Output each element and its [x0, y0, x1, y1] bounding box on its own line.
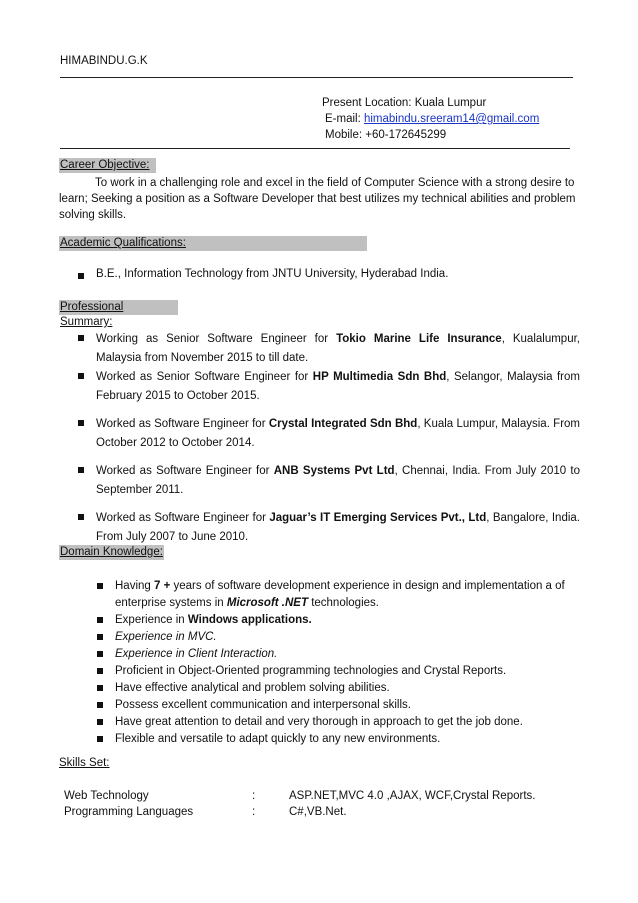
email-label: E-mail: — [325, 113, 364, 125]
bullet-icon — [97, 702, 103, 708]
bullet-icon — [78, 373, 84, 379]
skill-value: C#,VB.Net. — [289, 806, 347, 818]
professional-heading: Professional Summary: — [59, 300, 178, 315]
list-item: Have effective analytical and problem solving abilities. — [97, 680, 581, 697]
skills-row-programming — [64, 806, 584, 822]
domain-heading: Domain Knowledge: — [60, 546, 163, 558]
skills-heading: Skills Set: — [59, 757, 110, 769]
header-rule-bottom — [60, 148, 570, 149]
contact-block — [322, 95, 539, 143]
bullet-icon — [78, 467, 84, 473]
bullet-icon — [97, 668, 103, 674]
candidate-name: HIMABINDU.G.K — [60, 55, 148, 67]
career-objective-text: To work in a challenging role and excel in the field of Computer Science with a strong desire to learn; Seeking a position as a Software Developer that best utilizes my technical abilities and problem solving skills. — [59, 177, 576, 221]
list-item: Experience in Client Interaction. — [97, 646, 581, 663]
skill-colon: : — [252, 806, 256, 818]
bullet-icon — [97, 617, 103, 623]
domain-list — [97, 578, 581, 748]
mobile-text: Mobile: +60-172645299 — [325, 129, 447, 141]
list-item: Working as Senior Software Engineer for Tokio Marine Life Insurance, Kualalumpur, Malaysia from November 2015 to till date. — [78, 330, 580, 368]
skill-key: Web Technology — [64, 790, 149, 802]
academic-list — [78, 268, 580, 280]
bullet-icon — [97, 634, 103, 640]
email-line — [322, 111, 539, 127]
email-link[interactable]: himabindu.sreeram14@gmail.com — [363, 113, 540, 125]
bullet-icon — [78, 273, 84, 279]
skill-key: Programming Languages — [64, 806, 194, 818]
skill-colon: : — [252, 790, 256, 802]
bullet-icon — [97, 583, 103, 589]
list-item: Have great attention to detail and very thorough in approach to get the job done. — [97, 714, 581, 731]
list-item: Proficient in Object-Oriented programming technologies and Crystal Reports. — [97, 663, 581, 680]
bullet-icon — [78, 420, 84, 426]
academic-heading: Academic Qualifications: — [59, 236, 367, 251]
bullet-icon — [78, 514, 84, 520]
skills-row-web — [64, 790, 584, 806]
career-objective-heading: Career Objective: — [59, 158, 156, 173]
list-item: Worked as Senior Software Engineer for HP Multimedia Sdn Bhd, Selangor, Malaysia from February 2015 to October 2015. — [78, 368, 580, 406]
bullet-icon — [78, 335, 84, 341]
list-item: B.E., Information Technology from JNTU University, Hyderabad India. — [78, 268, 580, 280]
list-item: Worked as Software Engineer for ANB Systems Pvt Ltd, Chennai, India. From July 2010 to September 2011. — [78, 462, 580, 500]
bullet-icon — [97, 685, 103, 691]
list-item: Having 7 + years of software development experience in design and implementation a of enterprise systems in Microsoft .NET technologies. — [97, 578, 581, 611]
list-item: Possess excellent communication and interpersonal skills. — [97, 697, 581, 714]
bullet-icon — [97, 719, 103, 725]
skill-value: ASP.NET,MVC 4.0 ,AJAX, WCF,Crystal Reports. — [289, 790, 536, 802]
location-text: Present Location: Kuala Lumpur — [322, 97, 487, 109]
bullet-icon — [97, 736, 103, 742]
list-item: Experience in MVC. — [97, 629, 581, 646]
list-item: Flexible and versatile to adapt quickly to any new environments. — [97, 731, 581, 748]
list-item: Experience in Windows applications. — [97, 612, 581, 629]
list-item: Worked as Software Engineer for Crystal Integrated Sdn Bhd, Kuala Lumpur, Malaysia. From October 2012 to October 2014. — [78, 415, 580, 453]
header-rule-top — [60, 77, 573, 78]
bullet-icon — [97, 651, 103, 657]
list-item: Worked as Software Engineer for Jaguar’s IT Emerging Services Pvt., Ltd, Bangalore, India. From July 2007 to June 2010. — [78, 509, 580, 547]
professional-list — [78, 330, 580, 556]
